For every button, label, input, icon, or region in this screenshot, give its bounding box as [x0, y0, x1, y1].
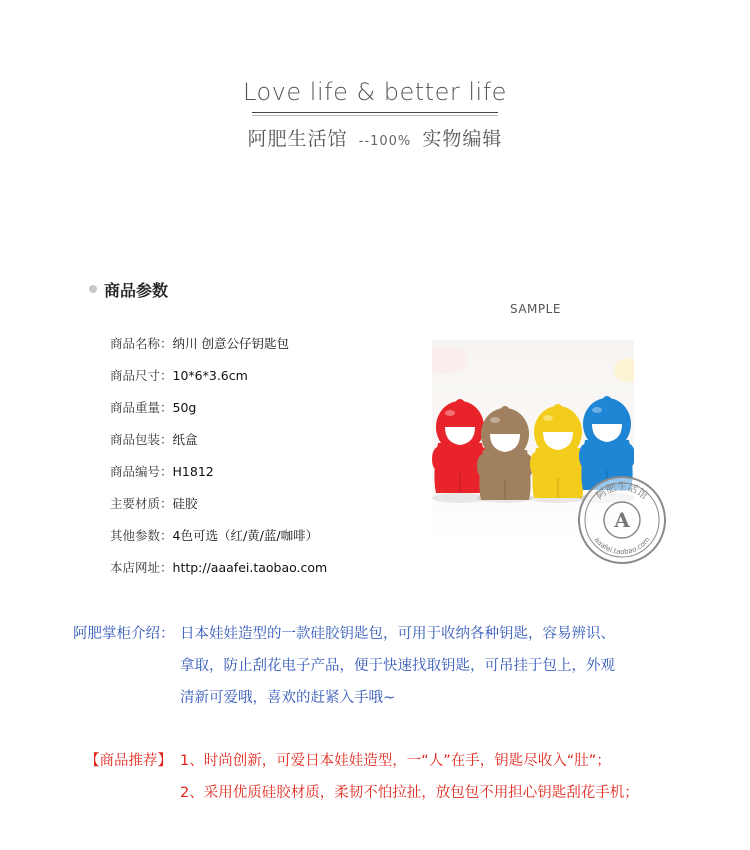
recommend-line: 1、时尚创新，可爱日本娃娃造型，一“人”在手，钥匙尽收入“肚”； — [180, 753, 611, 769]
svg-text:阿肥生活馆: 阿肥生活馆 — [594, 482, 650, 502]
param-row — [110, 558, 327, 576]
param-value: 纳川 创意公仔钥匙包 — [172, 336, 289, 351]
header-subtitle — [0, 124, 750, 151]
tagline: 实物编辑 — [422, 128, 503, 150]
param-row — [110, 430, 198, 448]
param-key: 商品包装： — [110, 432, 173, 447]
param-key: 商品编号： — [110, 464, 173, 479]
shop-seal-watermark — [576, 474, 668, 566]
param-value: 4色可选（红/黄/蓝/咖啡） — [172, 528, 319, 543]
percent-label: --100% — [358, 134, 412, 149]
brand-name: 阿肥生活馆 — [247, 128, 348, 150]
slogan-underline-light — [252, 115, 498, 116]
recommend-label: 【商品推荐】 — [85, 753, 172, 769]
param-row — [110, 526, 318, 544]
param-key: 主要材质： — [110, 496, 173, 511]
param-row — [110, 494, 198, 512]
param-key: 本店网址： — [110, 560, 173, 575]
param-value: H1812 — [172, 464, 214, 479]
param-key: 其他参数： — [110, 528, 173, 543]
param-value: 50g — [172, 400, 197, 415]
param-row — [110, 366, 248, 384]
svg-text:A: A — [614, 508, 630, 532]
param-row — [110, 398, 196, 416]
param-key: 商品重量： — [110, 400, 173, 415]
sample-label: SAMPLE — [510, 302, 561, 316]
recommend-line: 2、采用优质硅胶材质，柔韧不怕拉扯，放包包不用担心钥匙刮花手机； — [180, 785, 639, 801]
param-value: 纸盒 — [172, 432, 198, 447]
shop-link[interactable]: http://aaafei.taobao.com — [172, 560, 328, 575]
bullet-dot-icon — [89, 285, 97, 293]
param-row — [110, 334, 289, 352]
brown-figure — [477, 406, 533, 503]
intro-line: 拿取，防止刮花电子产品，便于快速找取钥匙，可吊挂于包上，外观 — [180, 658, 615, 674]
param-value: 10*6*3.6cm — [172, 368, 248, 383]
svg-text:aaafei.taobao.com: aaafei.taobao.com — [592, 535, 652, 557]
param-key: 商品尺寸： — [110, 368, 173, 383]
intro-line: 日本娃娃造型的一款硅胶钥匙包，可用于收纳各种钥匙，容易辨识、 — [180, 626, 615, 642]
param-key: 商品名称： — [110, 336, 173, 351]
section-title: 商品参数 — [104, 281, 169, 300]
slogan-underline — [252, 112, 498, 113]
intro-label: 阿肥掌柜介绍： — [73, 626, 175, 642]
param-value: 硅胶 — [172, 496, 198, 511]
param-row — [110, 462, 214, 480]
intro-line: 清新可爱哦，喜欢的赶紧入手哦~ — [180, 690, 396, 706]
slogan: Love life & better life — [243, 78, 507, 106]
